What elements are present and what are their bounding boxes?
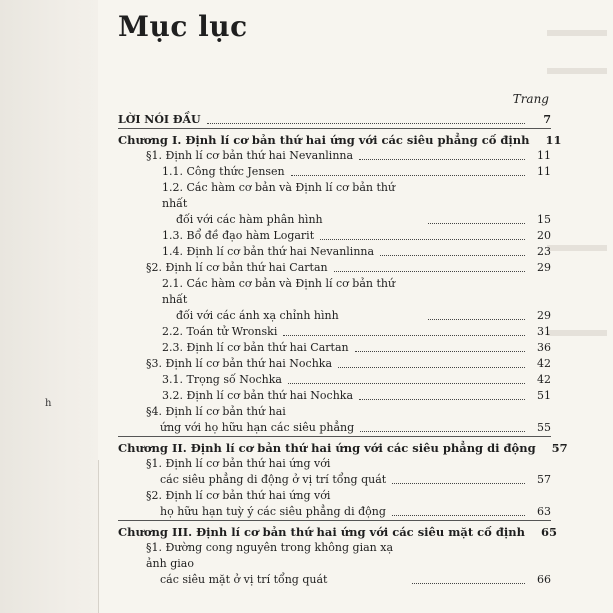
dot-leader xyxy=(392,515,525,516)
toc-entry-line: §1. Đường cong nguyên trong không gian xạ ảnh giao xyxy=(146,541,394,570)
toc-page-number: 29 xyxy=(537,309,551,322)
dot-leader xyxy=(359,159,525,160)
toc-entry-label xyxy=(146,540,406,588)
dot-leader xyxy=(291,175,525,176)
dot-leader xyxy=(283,335,525,336)
toc-page-number: 42 xyxy=(537,357,551,370)
toc-page-number: 57 xyxy=(551,441,568,455)
toc-entry-label: 3.2. Định lí cơ bản thứ hai Nochka xyxy=(162,389,354,402)
toc-entry-line: §1. Định lí cơ bản thứ hai ứng với xyxy=(146,457,331,470)
toc-entry-label xyxy=(146,404,354,436)
toc-page-number: 55 xyxy=(537,421,551,434)
dot-leader xyxy=(207,123,525,124)
page-column-header: Trang xyxy=(512,92,549,106)
toc-row xyxy=(118,340,551,356)
toc-entry-line: §4. Định lí cơ bản thứ hai xyxy=(146,405,286,418)
toc-entry-label: 1.4. Định lí cơ bản thứ hai Nevanlinna xyxy=(162,245,375,258)
toc-entry-label: Chương II. Định lí cơ bản thứ hai ứng với các siêu phẳng di động xyxy=(118,441,536,455)
toc-page-number: 57 xyxy=(537,473,551,486)
toc-page-number: 11 xyxy=(545,133,562,147)
dot-leader xyxy=(428,319,525,320)
toc-entry-label xyxy=(146,488,386,520)
toc-row xyxy=(118,228,551,244)
toc-chapter-row xyxy=(118,520,557,540)
toc-page-number: 63 xyxy=(537,505,551,518)
dot-leader xyxy=(428,223,525,224)
toc-entry-line: các siêu phẳng di động ở vị trí tổng quát xyxy=(160,473,387,486)
toc-entry-line: §2. Định lí cơ bản thứ hai ứng với xyxy=(146,489,331,502)
toc-entry-label: 3.1. Trọng số Nochka xyxy=(162,373,282,386)
toc-row xyxy=(118,404,551,436)
toc-page-number: 42 xyxy=(537,373,551,386)
toc-entry-label: §1. Định lí cơ bản thứ hai Nevanlinna xyxy=(146,149,354,162)
toc-entry-label: 2.2. Toán tử Wronski xyxy=(162,325,278,338)
toc-chapter-row xyxy=(118,128,562,148)
toc-row xyxy=(118,540,551,588)
toc-page-number: 36 xyxy=(537,341,551,354)
toc-entry-line: họ hữu hạn tuỳ ý các siêu phẳng di động xyxy=(160,505,386,518)
dot-leader xyxy=(380,255,525,256)
toc-entry-label: §3. Định lí cơ bản thứ hai Nochka xyxy=(146,357,333,370)
page-fold-line xyxy=(98,460,99,613)
dot-leader xyxy=(338,367,525,368)
toc-entry-line: 2.1. Các hàm cơ bản và Định lí cơ bản thứ nhất xyxy=(162,277,396,306)
toc-entry-label: 1.3. Bổ đề đạo hàm Logarit xyxy=(162,229,315,242)
toc-page-number: 7 xyxy=(543,113,551,126)
dot-leader xyxy=(334,271,525,272)
dot-leader xyxy=(288,383,525,384)
toc-entry-line: ứng với họ hữu hạn các siêu phẳng xyxy=(160,421,355,434)
toc-row xyxy=(118,456,551,488)
toc-entry-line: 1.2. Các hàm cơ bản và Định lí cơ bản thứ nhất xyxy=(162,181,396,210)
toc-row xyxy=(118,324,551,340)
toc-entry-label: 2.3. Định lí cơ bản thứ hai Cartan xyxy=(162,341,349,354)
bleed-through-mark xyxy=(547,330,607,336)
toc-page-number: 66 xyxy=(537,573,551,586)
toc-page-number: 51 xyxy=(537,389,551,402)
toc-row xyxy=(118,148,551,164)
toc-row xyxy=(118,372,551,388)
toc-row xyxy=(118,276,551,324)
toc-entry-label: 1.1. Công thức Jensen xyxy=(162,165,285,178)
toc-entry-label xyxy=(162,180,422,228)
table-of-contents xyxy=(118,112,568,588)
previous-page-edge xyxy=(0,0,100,613)
toc-page-number: 31 xyxy=(537,325,551,338)
dot-leader xyxy=(359,399,525,400)
dot-leader xyxy=(360,431,525,432)
bleed-through-mark xyxy=(547,30,607,36)
toc-entry-label: LỜI NÓI ĐẦU xyxy=(118,113,201,126)
toc-page-number: 11 xyxy=(537,149,551,162)
dot-leader xyxy=(412,583,525,584)
toc-page-number: 65 xyxy=(540,525,557,539)
toc-row xyxy=(118,244,551,260)
bleed-through-mark xyxy=(547,68,607,74)
toc-page-number: 11 xyxy=(537,165,551,178)
toc-entry-line: đối với các hàm phân hình xyxy=(176,213,323,226)
toc-row xyxy=(118,356,551,372)
toc-row xyxy=(118,260,551,276)
toc-page-number: 15 xyxy=(537,213,551,226)
bleed-through-mark xyxy=(547,245,607,251)
toc-page-number: 29 xyxy=(537,261,551,274)
toc-chapter-row xyxy=(118,436,568,456)
toc-entry-label xyxy=(162,276,422,324)
toc-row xyxy=(118,112,551,128)
toc-entry-line: đối với các ánh xạ chỉnh hình xyxy=(176,309,339,322)
page-title: Mục lục xyxy=(118,10,248,43)
toc-page-number: 20 xyxy=(537,229,551,242)
margin-letter: h xyxy=(45,398,52,409)
toc-row xyxy=(118,180,551,228)
toc-entry-label: §2. Định lí cơ bản thứ hai Cartan xyxy=(146,261,328,274)
toc-row xyxy=(118,388,551,404)
dot-leader xyxy=(392,483,525,484)
toc-row xyxy=(118,164,551,180)
toc-entry-line: các siêu mặt ở vị trí tổng quát xyxy=(160,573,328,586)
toc-entry-label: Chương I. Định lí cơ bản thứ hai ứng với các siêu phẳng cố định xyxy=(118,133,530,147)
toc-page-number: 23 xyxy=(537,245,551,258)
toc-row xyxy=(118,488,551,520)
toc-entry-label xyxy=(146,456,386,488)
toc-entry-label: Chương III. Định lí cơ bản thứ hai ứng với các siêu mặt cố định xyxy=(118,525,525,539)
dot-leader xyxy=(355,351,525,352)
dot-leader xyxy=(320,239,525,240)
